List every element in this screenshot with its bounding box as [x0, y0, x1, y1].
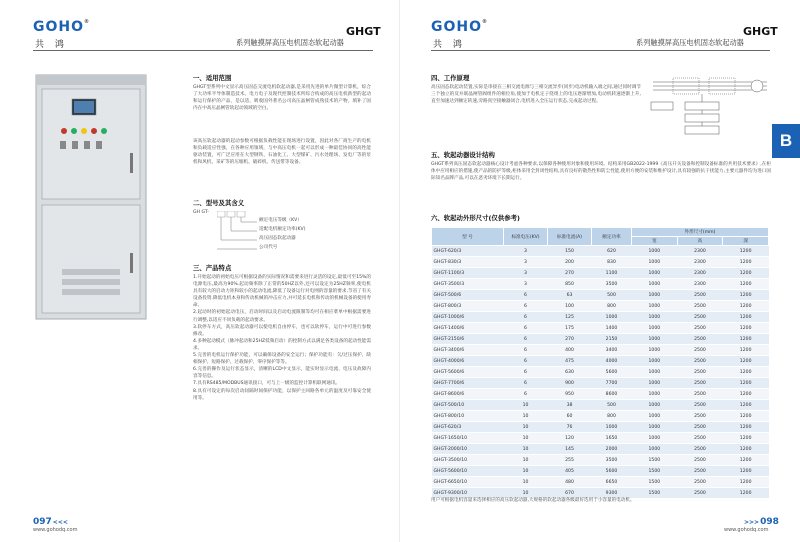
table-cell: 1200	[723, 400, 769, 411]
th-current: 标准电流(A)	[548, 228, 592, 246]
header-title: 系列触摸屏高压电机固态软起动器	[236, 38, 344, 47]
section-5-para: GHGT系列高压固态软起动器核心设计考虑各种要求,以保障各种使用对象和使用环境。结构采用GB2022-1999《高压开关设备和控制设备标准的共用技术要求》,在柜体中应用相应的措施,使产品的防护等级,柜体采用全封闭性结构,具有良好的散热性和防尘性能,使用方便的安装和维护设计,具有较强的抗干扰能力,主要元器件均为进口国际知名品牌产品,可以在恶劣环境下长期运行。	[431, 162, 771, 182]
th-width: 宽	[632, 237, 678, 246]
table-cell: 1200	[723, 367, 769, 378]
table-cell: 6	[504, 290, 548, 301]
table-cell: 10	[504, 400, 548, 411]
table-cell: 10	[504, 477, 548, 488]
table-cell: 1000	[632, 279, 678, 290]
table-cell: 2300	[677, 279, 723, 290]
table-cell: 270	[548, 268, 592, 279]
table-cell: 2500	[677, 323, 723, 334]
table-row	[432, 433, 769, 444]
table-cell: 6	[504, 367, 548, 378]
table-cell: 1100	[592, 268, 632, 279]
section-tab-b: B	[772, 124, 800, 158]
model-prefix: GH GT-	[193, 210, 209, 215]
table-cell: GHGT-5600/6	[432, 367, 504, 378]
table-cell: GHGT-9300/10	[432, 488, 504, 499]
table-cell: 38	[548, 400, 592, 411]
table-cell: 1000	[632, 411, 678, 422]
table-cell: 6	[504, 378, 548, 389]
table-cell: 8600	[592, 389, 632, 400]
table-cell: 1200	[723, 246, 769, 257]
table-row	[432, 422, 769, 433]
table-cell: 1000	[632, 400, 678, 411]
section-3-title: 三、产品特点	[193, 264, 232, 272]
table-cell: 480	[548, 477, 592, 488]
table-cell: 2300	[677, 268, 723, 279]
table-cell: 6	[504, 312, 548, 323]
table-cell: 9300	[592, 488, 632, 499]
table-cell: 1000	[632, 356, 678, 367]
th-power: 额定功率	[592, 228, 632, 246]
th-model: 型 号	[432, 228, 504, 246]
table-cell: 1200	[723, 433, 769, 444]
header-code: GHGT	[346, 25, 381, 38]
table-cell: 1000	[632, 422, 678, 433]
model-item-3: 高压固态软起动器	[259, 236, 296, 241]
left-page-num: 097	[33, 517, 52, 527]
table-cell: 630	[548, 367, 592, 378]
table-cell: 1000	[632, 444, 678, 455]
left-footer-url: www.gohodq.com	[33, 527, 78, 533]
section-6-title: 六、软起动外形尺寸(仅供参考)	[431, 214, 520, 222]
table-cell: 2500	[677, 488, 723, 499]
model-item-4: 公司代号	[259, 245, 278, 250]
table-cell: 1200	[723, 444, 769, 455]
table-row	[432, 477, 769, 488]
table-cell: 63	[548, 290, 592, 301]
table-row	[432, 268, 769, 279]
table-cell: 1200	[723, 290, 769, 301]
table-cell: 2300	[677, 257, 723, 268]
table-cell: 10	[504, 422, 548, 433]
spec-table-body	[432, 246, 769, 499]
header-title-right: 系列触摸屏高压电机固态软起动器	[636, 38, 744, 47]
table-cell: GHGT-1650/10	[432, 433, 504, 444]
table-row	[432, 334, 769, 345]
right-footer-url: www.gohodq.com	[724, 527, 769, 533]
section-3-para: 1.开始起动的初始电压可根据设备的实际情况和需要来进行灵活的设定,最低可至15%的电源电压,最高为90%.起动频率除了正常的50HZ以外,还可以设定为25HZ频率,使电机具有较大的启动力矩和较小的起动电流,降低了设备运行对电网的容量的要求,节省了有关设备投资.降低电机本身和传动机械的冲击应力,并可延长电机和传动的机械设备的使用寿命。 2.起动时的初始起动电压，启动时间以及启动电流限制等均可在相应菜单中根据需要进行调整,以适应不同负载的起动要求。 3.软停车方式，高压软起动器可以使电机自由停车，也可以软停车，运行中可进行参数修改。 4.多种起动模式（脉冲起动和25HZ低频启动）的控制方式以满足各类设备的起动性能需求。 5.完善的电机运行保护功能，可以确保设备的安全运行；保护功能有：欠/过压保护、缺相保护、短路保护、过载保护、零序保护等等。 6.完善的操作及运行状态显示，清晰的LCD中文显示，能实时显示电流、电压及故障内容等信息。 7.具有RS485/MODBUS通讯接口，可与上一级的监控计算机联网通讯。 8.具有可设定的每次启动间隔时间保护功能，以保护主回路各单元的温度及可靠安全使用等。	[193, 275, 371, 401]
table-cell: 10	[504, 411, 548, 422]
table-cell: 2500	[677, 422, 723, 433]
model-item-1: 额定电压等级（KV）	[259, 218, 302, 223]
section-4-title: 四、工作原理	[431, 74, 470, 82]
brand-name-cn-right: 共 鸿	[433, 40, 466, 50]
table-row	[432, 455, 769, 466]
table-cell: 1200	[723, 279, 769, 290]
cabinet-illustration	[34, 73, 148, 321]
table-row	[432, 323, 769, 334]
table-cell: 270	[548, 334, 592, 345]
table-cell: 2500	[677, 477, 723, 488]
table-cell: 1000	[632, 433, 678, 444]
table-cell: GHGT-620/3	[432, 246, 504, 257]
table-cell: GHGT-800/10	[432, 411, 504, 422]
table-cell: 3500	[592, 279, 632, 290]
table-cell: 1200	[723, 378, 769, 389]
table-cell: 1200	[723, 312, 769, 323]
table-cell: 1200	[723, 488, 769, 499]
table-cell: 1200	[723, 345, 769, 356]
table-cell: 1000	[632, 389, 678, 400]
table-cell: 1000	[632, 378, 678, 389]
table-cell: 175	[548, 323, 592, 334]
table-row	[432, 367, 769, 378]
table-cell: 800	[592, 301, 632, 312]
table-cell: 1200	[723, 323, 769, 334]
table-cell: 1200	[723, 268, 769, 279]
table-cell: 1200	[723, 356, 769, 367]
table-row	[432, 312, 769, 323]
table-cell: 670	[548, 488, 592, 499]
table-row	[432, 301, 769, 312]
table-cell: 1500	[632, 455, 678, 466]
table-row	[432, 378, 769, 389]
section-2-title: 二、型号及其含义	[193, 199, 245, 207]
table-cell: 6650	[592, 477, 632, 488]
table-row	[432, 356, 769, 367]
table-cell: GHGT-2150/6	[432, 334, 504, 345]
table-cell: 475	[548, 356, 592, 367]
table-cell: 10	[504, 488, 548, 499]
table-cell: 5600	[592, 466, 632, 477]
table-cell: GHGT-500/10	[432, 400, 504, 411]
spec-table	[431, 227, 769, 499]
table-cell: GHGT-800/3	[432, 301, 504, 312]
table-cell: 6	[504, 323, 548, 334]
table-cell: 6	[504, 345, 548, 356]
table-cell: 2500	[677, 455, 723, 466]
table-cell: 1000	[632, 334, 678, 345]
right-page-num: 098	[760, 517, 779, 527]
table-cell: 2000	[592, 444, 632, 455]
th-voltage: 标准电压(KV)	[504, 228, 548, 246]
table-note: 用户可根据电机容量来选择相应的高压软起动器,大规格的软起动器各级最好选用于小容量的电动机。	[431, 498, 635, 503]
table-row	[432, 444, 769, 455]
table-cell: 1000	[632, 367, 678, 378]
table-row	[432, 246, 769, 257]
table-cell: 1500	[632, 477, 678, 488]
table-cell: GHGT-3400/6	[432, 345, 504, 356]
table-cell: 2500	[677, 433, 723, 444]
logo-text-right: GOHO	[431, 19, 483, 35]
table-cell: 1000	[632, 268, 678, 279]
table-cell: GHGT-4000/6	[432, 356, 504, 367]
table-cell: 1000	[632, 345, 678, 356]
table-cell: 120	[548, 433, 592, 444]
table-cell: 1500	[632, 466, 678, 477]
table-cell: 1500	[632, 488, 678, 499]
table-cell: 950	[548, 389, 592, 400]
th-height: 高	[677, 237, 723, 246]
table-cell: GHGT-1100/3	[432, 268, 504, 279]
table-cell: 3	[504, 279, 548, 290]
table-cell: 800	[592, 411, 632, 422]
right-page-number	[744, 517, 779, 527]
table-cell: 2500	[677, 312, 723, 323]
table-row	[432, 411, 769, 422]
left-arrows: <<<	[52, 519, 68, 526]
section-5-title: 五、软起动器设计结构	[431, 151, 495, 159]
header-rule	[33, 50, 373, 51]
table-cell: 2500	[677, 378, 723, 389]
model-item-2: 适配电机额定功率(KV)	[259, 227, 306, 232]
table-cell: GHGT-6650/10	[432, 477, 504, 488]
right-arrows: >>>	[744, 519, 760, 526]
table-row	[432, 257, 769, 268]
table-cell: 1000	[632, 312, 678, 323]
table-row	[432, 389, 769, 400]
table-cell: GHGT-3500/3	[432, 279, 504, 290]
model-diagram	[193, 210, 353, 265]
section-1-para-1: GHGT型系列中文显示高压固态交流电机软起动器,是采用先进的单片微型计算机，综合了大功率半导体制造技术、电力电子及现代控制技术所综合构成的高压电机新型的起动和运行保护的产品，是以适、吸收国外著名公司高压晶闸管成熟技术的产物，填补了国内在中高压晶闸管软起动领域的空白。	[193, 85, 371, 112]
left-page-number	[33, 517, 68, 527]
table-cell: 4000	[592, 356, 632, 367]
table-cell: 6	[504, 334, 548, 345]
table-cell: 3	[504, 268, 548, 279]
header-code-right: GHGT	[743, 25, 778, 38]
table-cell: 2500	[677, 444, 723, 455]
table-cell: 76	[548, 422, 592, 433]
table-cell: 6	[504, 356, 548, 367]
table-cell: 1000	[592, 422, 632, 433]
table-cell: 1400	[592, 323, 632, 334]
table-cell: 200	[548, 257, 592, 268]
table-cell: 405	[548, 466, 592, 477]
logo-reg: ®	[84, 19, 91, 25]
table-cell: GHGT-620/3	[432, 422, 504, 433]
table-cell: 10	[504, 444, 548, 455]
table-cell: 850	[548, 279, 592, 290]
table-cell: GHGT-1400/6	[432, 323, 504, 334]
table-cell: 2500	[677, 466, 723, 477]
th-depth: 深	[723, 237, 769, 246]
table-cell: 620	[592, 246, 632, 257]
working-principle-diagram	[645, 72, 775, 140]
table-row	[432, 279, 769, 290]
table-cell: 1200	[723, 455, 769, 466]
brand-logo	[33, 19, 90, 35]
table-cell: GHGT-8600/6	[432, 389, 504, 400]
table-cell: 145	[548, 444, 592, 455]
table-cell: 10	[504, 455, 548, 466]
logo-reg-right: ®	[482, 19, 489, 25]
table-cell: 150	[548, 246, 592, 257]
brand-logo-right	[431, 19, 488, 35]
table-cell: 10	[504, 433, 548, 444]
table-cell: 1200	[723, 411, 769, 422]
table-cell: 2500	[677, 334, 723, 345]
table-cell: 6	[504, 389, 548, 400]
table-row	[432, 290, 769, 301]
table-cell: 10	[504, 466, 548, 477]
table-cell: 1000	[632, 323, 678, 334]
table-cell: 125	[548, 312, 592, 323]
table-cell: 2300	[677, 246, 723, 257]
table-cell: 3	[504, 246, 548, 257]
table-cell: 2500	[677, 400, 723, 411]
section-4-para: 高压固态软起动装置,实际是串接在三相交流电源与三相交流异步(同步)电动机输入端之间,通过同时调节三个独立的反并联晶闸管阀组件的相位角,使加于电机定子绕组上的电压逐渐增加,电动机转速逐渐上升,直至加速达到额定转速,旁路真空接触器闭合,电机进入全压运行状态,完成起动过程。	[431, 85, 641, 105]
table-cell: 500	[592, 400, 632, 411]
table-cell: GHGT-2000/10	[432, 444, 504, 455]
table-cell: 3	[504, 257, 548, 268]
table-row	[432, 466, 769, 477]
table-cell: 1200	[723, 257, 769, 268]
table-cell: 3500	[592, 455, 632, 466]
brand-name-cn: 共 鸿	[35, 40, 68, 50]
table-cell: 900	[548, 378, 592, 389]
table-cell: 2500	[677, 356, 723, 367]
table-cell: 100	[548, 301, 592, 312]
table-cell: 1200	[723, 466, 769, 477]
table-cell: 1000	[632, 246, 678, 257]
table-cell: 2500	[677, 301, 723, 312]
table-cell: 1200	[723, 301, 769, 312]
table-cell: 1000	[592, 312, 632, 323]
table-row	[432, 400, 769, 411]
header-rule-right	[431, 50, 770, 51]
table-row	[432, 345, 769, 356]
table-cell: 830	[592, 257, 632, 268]
table-cell: 400	[548, 345, 592, 356]
table-cell: 2500	[677, 389, 723, 400]
table-cell: GHGT-7700/6	[432, 378, 504, 389]
table-cell: 2500	[677, 345, 723, 356]
table-cell: 1000	[632, 301, 678, 312]
table-cell: 6	[504, 301, 548, 312]
table-cell: 2500	[677, 411, 723, 422]
table-cell: 2150	[592, 334, 632, 345]
table-cell: GHGT-3500/10	[432, 455, 504, 466]
table-cell: 60	[548, 411, 592, 422]
section-1-title: 一、适用范围	[193, 74, 232, 82]
table-cell: 255	[548, 455, 592, 466]
th-dims: 外形尺寸(mm)	[632, 228, 769, 237]
table-cell: GHGT-5600/10	[432, 466, 504, 477]
table-cell: 1650	[592, 433, 632, 444]
table-cell: 1200	[723, 477, 769, 488]
table-cell: GHGT-500/6	[432, 290, 504, 301]
logo-text: GOHO	[33, 19, 85, 35]
table-cell: 1200	[723, 422, 769, 433]
table-cell: 7700	[592, 378, 632, 389]
section-1-para-2: 该高压软起动器的起动参数可根据负载性能在现场进行设置，因此对各厂商生产的电机和负载适应性强，在各种应用领域，与中高压电机一起可以形成一种最佳协同的高性能驱动装置，可广泛应用在大型钢铁、石油化工、大型煤矿、污水处理场、发电厂等的泵机和风机、采矿等的压缩机、破碎机、传送带等设备。	[193, 139, 371, 166]
table-cell: 1200	[723, 334, 769, 345]
table-cell: GHGT-1000/6	[432, 312, 504, 323]
table-cell: GHGT-830/3	[432, 257, 504, 268]
table-cell: 3400	[592, 345, 632, 356]
table-cell: 1200	[723, 389, 769, 400]
table-cell: 1000	[632, 257, 678, 268]
table-cell: 2500	[677, 290, 723, 301]
table-cell: 5600	[592, 367, 632, 378]
table-cell: 500	[592, 290, 632, 301]
table-cell: 2500	[677, 367, 723, 378]
table-cell: 1000	[632, 290, 678, 301]
